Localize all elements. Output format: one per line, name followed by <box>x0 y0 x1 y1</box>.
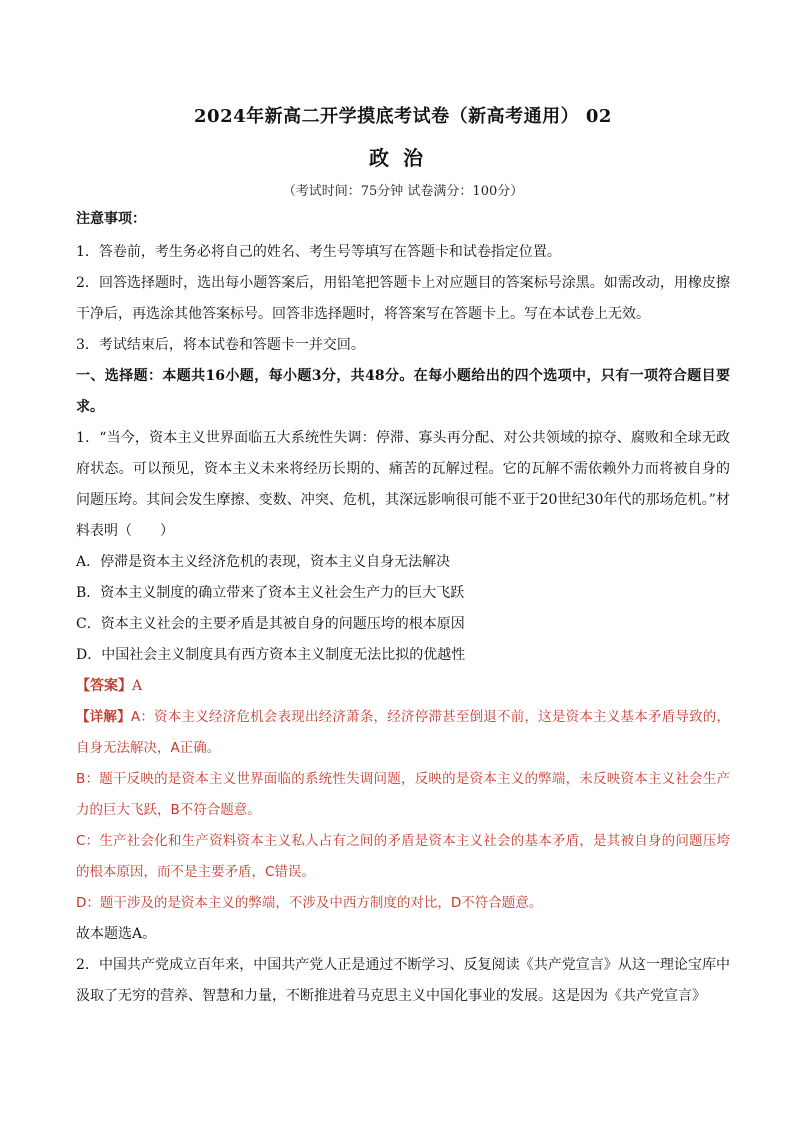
section-heading: 一、选择题：本题共16小题，每小题3分，共48分。在每小题给出的四个选项中，只有一项符合题目要求。 <box>76 368 730 415</box>
notice-item: 3．考试结束后，将本试卷和答题卡一并交回。 <box>76 337 365 353</box>
question-2 <box>76 950 730 1012</box>
answer-line <box>76 671 730 702</box>
analysis-d: D：题干涉及的是资本主义的弊端，不涉及中西方制度的对比，D不符合题意。 <box>76 895 543 911</box>
notice-heading: 注意事项： <box>76 211 146 227</box>
analysis-text: A：资本主义经济危机会表现出经济萧条，经济停滞甚至倒退不前，这是资本主义基本矛盾导致的，自身无法解决，A正确。 <box>76 709 731 756</box>
question-stem: 1．“当今，资本主义世界面临五大系统性失调：停滞、寡头再分配、对公共领域的掠夺、腐败和全球无政府状态。可以预见，资本主义未来将经历长期的、痛苦的瓦解过程。它的瓦解不需依赖外力而将被自身的问题压垮。其间会发生摩擦、变数、冲突、危机，其深远影响很可能不亚于20世纪30年代的那场危机。”材料表明（ ） <box>76 430 730 539</box>
option-b: B．资本主义制度的确立带来了资本主义社会生产力的巨大飞跃 <box>76 585 465 601</box>
option-c: C．资本主义社会的主要矛盾是其被自身的问题压垮的根本原因 <box>76 616 465 632</box>
answer-value: A <box>132 678 143 694</box>
question-stem: 2．中国共产党成立百年来，中国共产党人正是通过不断学习、反复阅读《共产党宣言》从这一理论宝库中汲取了无穷的营养、智慧和力量，不断推进着马克思主义中国化事业的发展。这是因为《共产党宣言》 <box>76 957 730 1004</box>
notice-item: 2．回答选择题时，选出每小题答案后，用铅笔把答题卡上对应题目的答案标号涂黑。如需改动，用橡皮擦干净后，再选涂其他答案标号。回答非选择题时，将答案写在答题卡上。写在本试卷上无效。 <box>76 275 730 322</box>
notice-section <box>76 208 730 361</box>
analysis-label: 【详解】 <box>76 709 131 725</box>
answer-label: 【答案】 <box>76 678 132 694</box>
analysis-a <box>76 702 730 764</box>
exam-info: （考试时间：75分钟 试卷满分：100分） <box>282 184 524 199</box>
option-d: D．中国社会主义制度具有西方资本主义制度无法比拟的优越性 <box>76 647 466 663</box>
exam-title: 2024年新高二开学摸底考试卷（新高考通用） 02 <box>194 106 612 127</box>
option-a: A．停滞是资本主义经济危机的表现，资本主义自身无法解决 <box>76 554 451 570</box>
analysis-b: B：题干反映的是资本主义世界面临的系统性失调问题，反映的是资本主义的弊端，未反映资本主义社会生产力的巨大飞跃，B不符合题意。 <box>76 771 730 818</box>
analysis-c: C：生产社会化和生产资料资本主义私人占有之间的矛盾是资本主义社会的基本矛盾，是其被自身的问题压垮的根本原因，而不是主要矛盾，C错误。 <box>76 833 730 880</box>
notice-item: 1．答卷前，考生务必将自己的姓名、考生号等填写在答题卡和试卷指定位置。 <box>76 244 561 260</box>
question-1 <box>76 423 730 950</box>
subject-title: 政治 <box>369 146 437 170</box>
conclusion: 故本题选A。 <box>76 926 157 942</box>
